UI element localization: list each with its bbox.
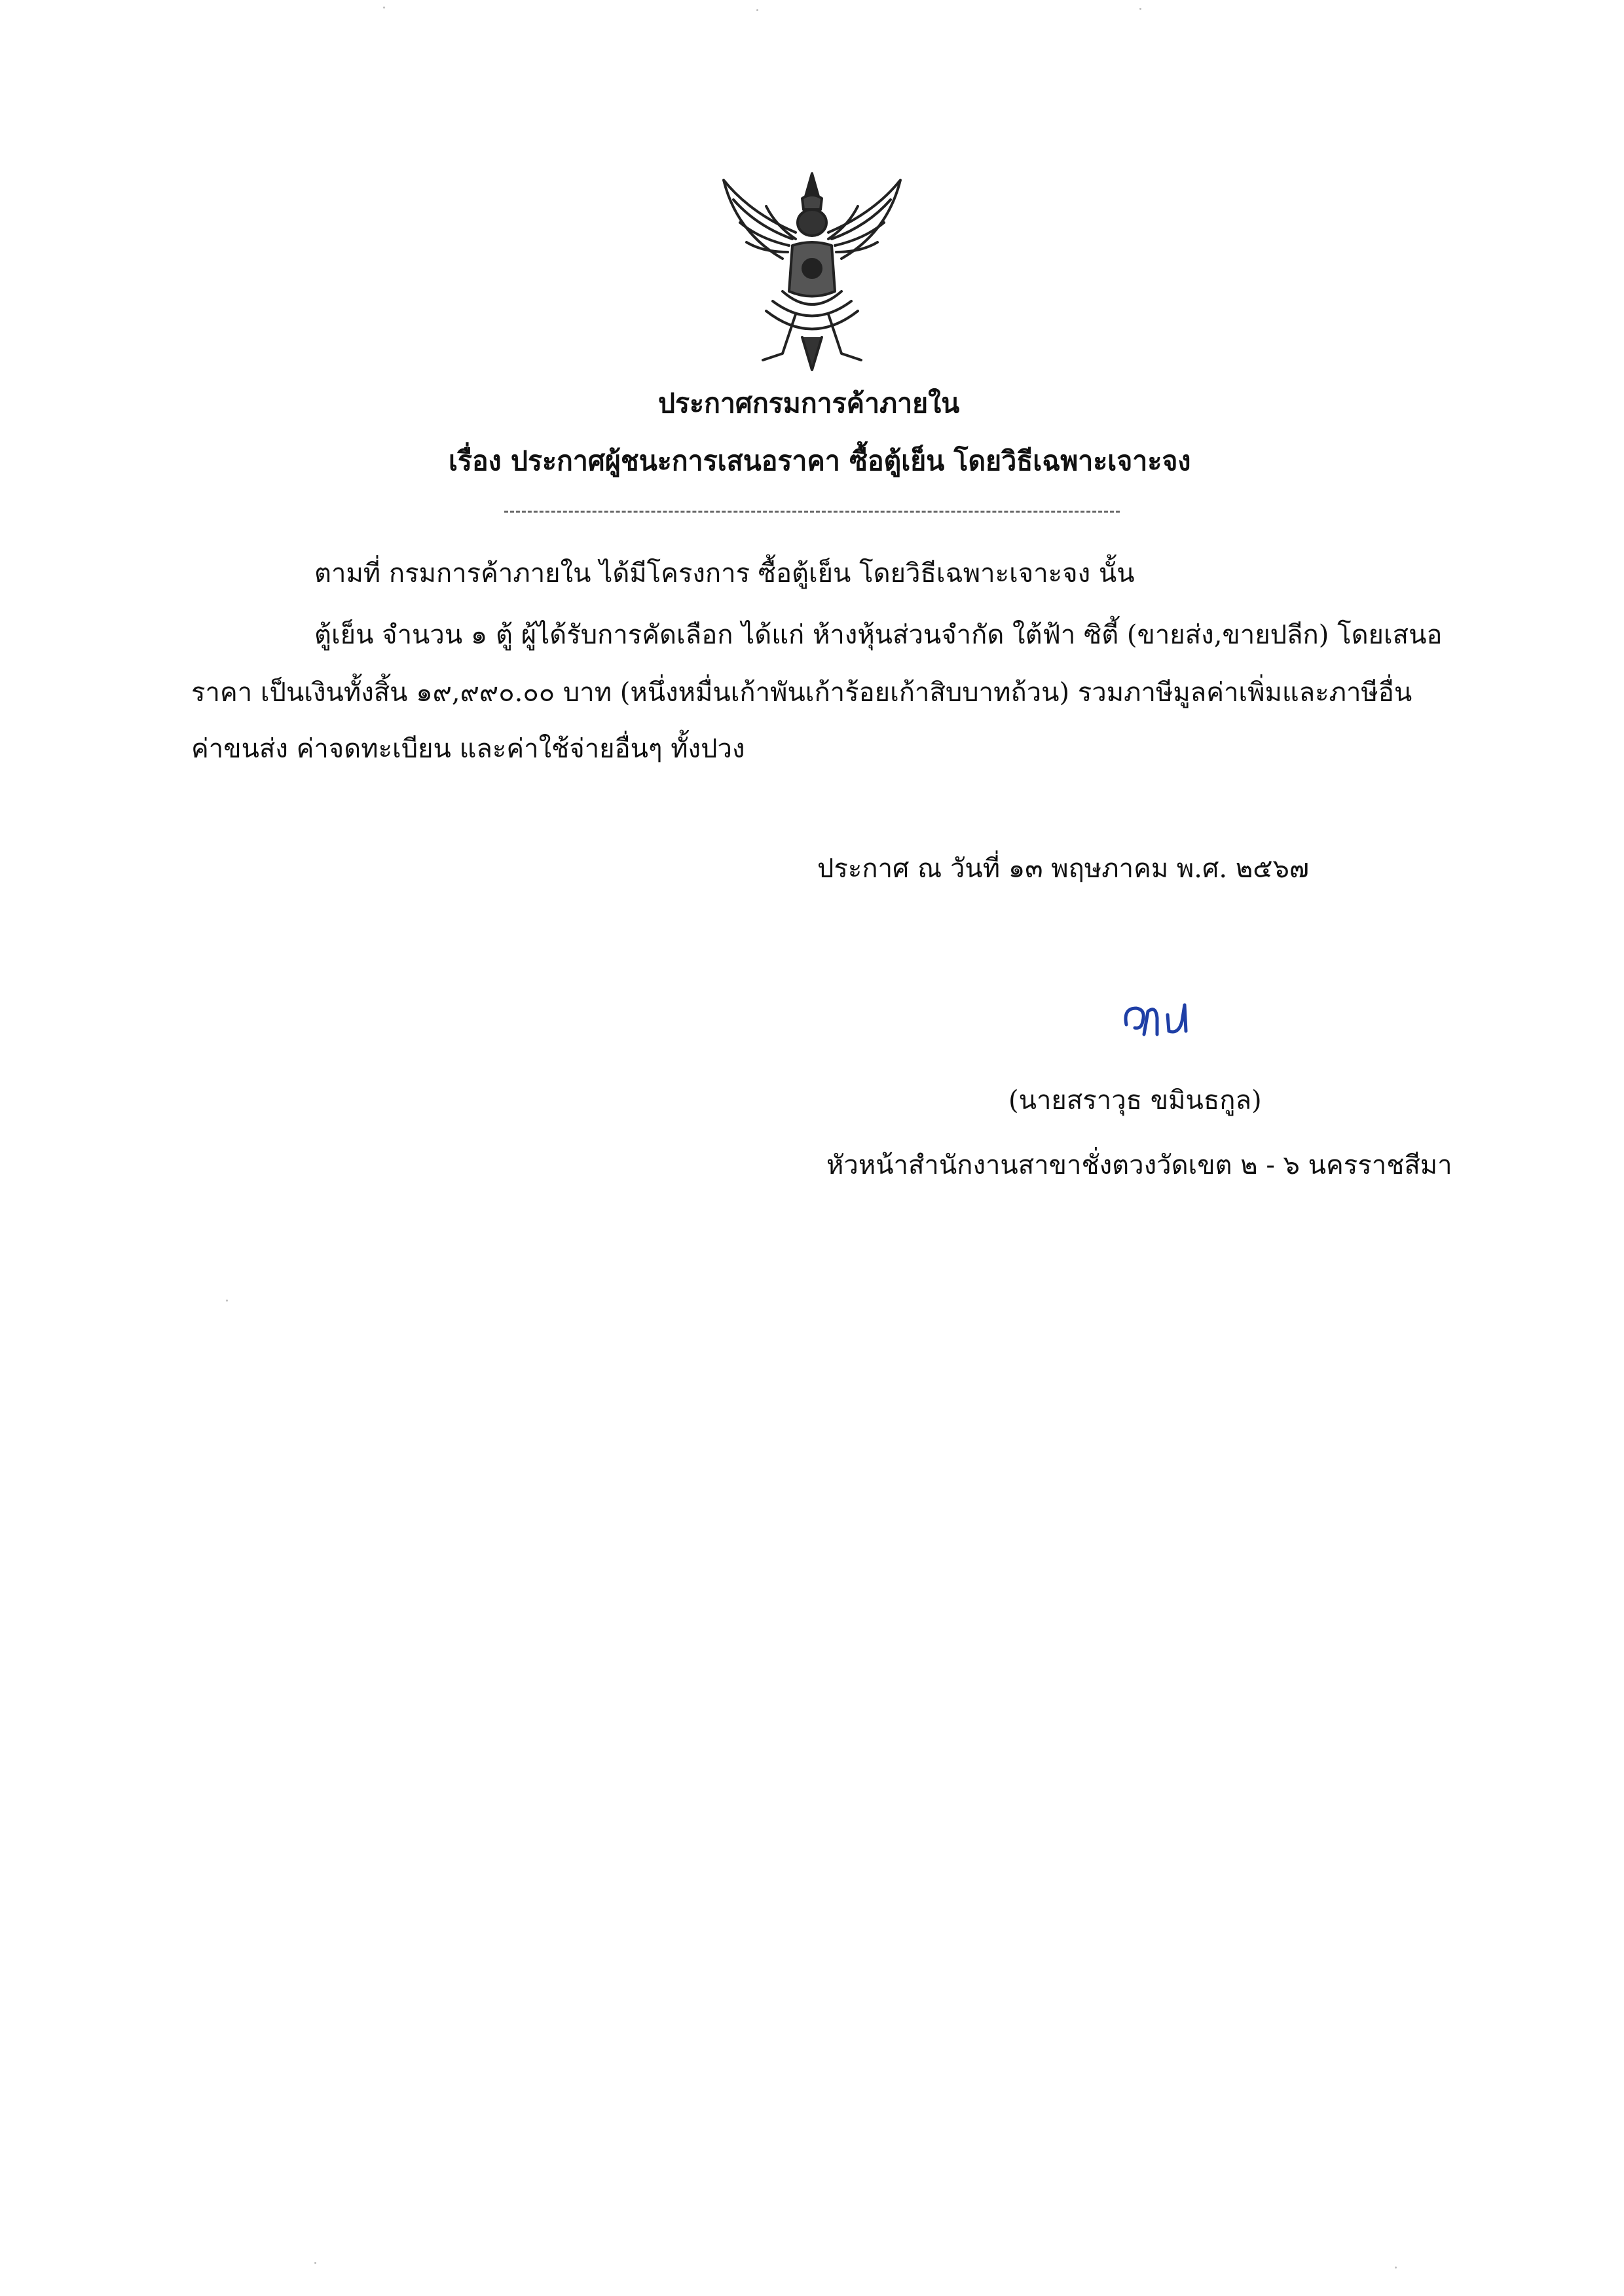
body-paragraph-1: ตามที่ กรมการค้าภายใน ได้มีโครงการ ซื้อตู้เย็น โดยวิธีเฉพาะเจาะจง นั้น xyxy=(314,558,1135,589)
scan-speck xyxy=(383,7,385,9)
scan-speck xyxy=(756,9,758,11)
announcement-date: ประกาศ ณ วันที่ ๑๓ พฤษภาคม พ.ศ. ๒๕๖๗ xyxy=(817,854,1309,884)
signer-name: (นายสราวุธ ขมินธกูล) xyxy=(1008,1085,1262,1116)
scan-speck xyxy=(1395,2267,1397,2269)
scan-speck xyxy=(226,1300,228,1302)
body-paragraph-2-line-2: ราคา เป็นเงินทั้งสิ้น ๑๙,๙๙๐.๐๐ บาท (หนึ่งหมื่นเก้าพันเก้าร้อยเก้าสิบบาทถ้วน) รวมภาษีมูลค่าเพิ่มและภาษีอื่น xyxy=(191,678,1412,708)
scan-speck xyxy=(1139,8,1141,10)
signer-position: หัวหน้าสำนักงานสาขาชั่งตวงวัดเขต ๒ - ๖ นครราชสีมา xyxy=(826,1150,1452,1180)
document-subject: เรื่อง ประกาศผู้ชนะการเสนอราคา ซื้อตู้เย็น โดยวิธีเฉพาะเจาะจง xyxy=(449,445,1191,477)
garuda-emblem-icon xyxy=(710,160,913,376)
body-paragraph-2-line-1: ตู้เย็น จำนวน ๑ ตู้ ผู้ได้รับการคัดเลือก ได้แก่ ห้างหุ้นส่วนจำกัด ใต้ฟ้า ซิตี้ (ขายส่ง,ขายปลีก) โดยเสนอ xyxy=(314,620,1443,650)
scan-speck xyxy=(314,2262,316,2264)
body-paragraph-2-line-3: ค่าขนส่ง ค่าจดทะเบียน และค่าใช้จ่ายอื่นๆ ทั้งปวง xyxy=(191,734,745,764)
document-title: ประกาศกรมการค้าภายใน xyxy=(658,388,960,419)
handwritten-signature-icon xyxy=(1116,989,1215,1048)
dashed-divider xyxy=(504,511,1120,513)
